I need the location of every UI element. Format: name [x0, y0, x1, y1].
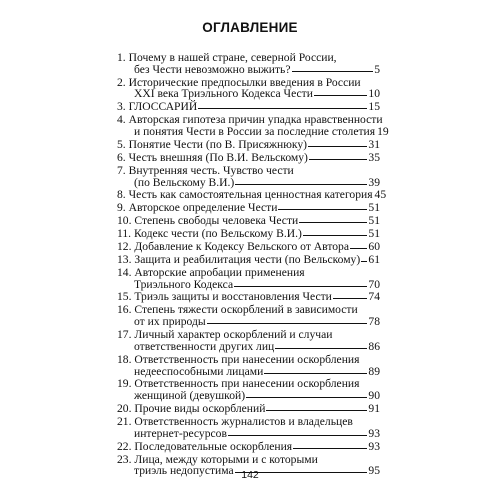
toc-line-text: 9. Авторское определение Чести: [117, 201, 278, 215]
leader-line: [198, 108, 367, 109]
toc-line: [117, 441, 380, 453]
toc-entry: [117, 113, 389, 139]
toc-entry: [117, 416, 380, 440]
toc-line: [117, 416, 380, 428]
leader-line: [207, 323, 368, 324]
toc-line-text: 11. Кодекс чести (по Вельскому В.И.): [117, 227, 302, 241]
toc-entry: [117, 188, 387, 202]
toc-line: [117, 189, 386, 201]
toc-line: [117, 139, 380, 151]
toc-page-number: 78: [368, 315, 380, 329]
toc-entry-text: [117, 241, 380, 253]
toc-line: [117, 341, 380, 353]
toc-page-number: 74: [368, 290, 380, 304]
toc-entry: [117, 403, 380, 415]
toc-entry-text: [117, 416, 380, 440]
toc-line-text: 2. Исторические предпосылки введения в России: [117, 75, 361, 89]
toc-page-number: 90: [368, 389, 380, 403]
toc-line: [117, 279, 380, 291]
toc-line: [117, 126, 389, 138]
toc-line: [117, 241, 380, 253]
toc-line: [117, 254, 380, 266]
toc-entry: [117, 52, 380, 76]
toc-line-text: 8. Честь как самостоятельная ценностная категория: [117, 188, 373, 202]
toc-line: [117, 390, 380, 402]
toc-entry: [117, 101, 380, 113]
toc-line: [117, 428, 380, 440]
toc-entry: [117, 267, 380, 291]
toc-line-text: и понятия Чести в России за последние столетия: [134, 125, 376, 139]
toc-page-number: 39: [368, 175, 380, 189]
toc-entry-text: [117, 403, 380, 415]
toc-entry: [117, 304, 380, 328]
toc-line-text: 12. Добавление к Кодексу Вельского от Автора: [117, 239, 349, 253]
leader-line: [234, 286, 367, 287]
toc-entry-text: [117, 77, 380, 101]
toc-line-text: 5. Понятие Чести (по В. Присяжнюку): [117, 137, 308, 151]
toc-line-text: 19. Ответственность при нанесении оскорбления: [117, 377, 360, 391]
toc-entry: [117, 139, 380, 151]
toc-page-number: 35: [368, 150, 380, 164]
toc-line-text: 1. Почему в нашей стране, северной России,: [117, 51, 337, 64]
toc-page-number: 86: [368, 339, 380, 353]
toc-page-number: 91: [368, 402, 380, 416]
leader-line: [228, 435, 367, 436]
toc-entry: [117, 152, 380, 164]
toc-line: [117, 165, 380, 177]
toc-line: [117, 291, 380, 303]
toc-entry-text: [117, 267, 380, 291]
toc-page-number: 51: [368, 227, 380, 241]
toc-line: [117, 64, 380, 76]
leader-line: [278, 209, 367, 210]
toc-line-text: 22. Последовательные оскорбления: [117, 439, 293, 453]
toc-line-text: от их природы: [134, 315, 206, 329]
toc-line-text: (по Вельскому В.И.): [134, 175, 235, 189]
toc-line-text: интернет-ресурсов: [134, 426, 227, 440]
toc-line: [117, 366, 380, 378]
toc-page-number: 51: [368, 214, 380, 228]
toc-line: [117, 202, 380, 214]
page-title: ОГЛАВЛЕНИЕ: [202, 20, 298, 35]
toc-page-number: 89: [368, 364, 380, 378]
toc-line-text: 10. Степень свободы человека Чести: [117, 214, 299, 228]
toc-line-text: 14. Авторские апробации применения: [117, 265, 305, 279]
page-number: 142: [241, 469, 259, 481]
toc-entry: [117, 254, 380, 266]
toc-entry-text: [117, 101, 380, 113]
toc-line-text: 6. Честь внешняя (По В.И. Вельскому): [117, 150, 308, 164]
toc-line-text: триэль недопустима: [134, 464, 234, 478]
toc-entry: [117, 228, 380, 240]
toc-entry: [117, 215, 380, 227]
toc-line: [117, 101, 380, 113]
toc-entry-text: [117, 165, 380, 189]
toc-page-number: 15: [368, 100, 380, 114]
toc-line: [117, 354, 380, 366]
toc-line-text: XXI века Триэльного Кодекса Чести: [134, 87, 313, 101]
toc-page-number: 61: [368, 252, 380, 266]
toc-entry: [117, 354, 380, 378]
leader-line: [299, 222, 367, 223]
toc-entry-text: [117, 441, 380, 453]
leader-line: [293, 448, 367, 449]
toc-line-text: 17. Личный характер оскорблений и случаи: [117, 328, 333, 342]
toc-page-number: 51: [368, 201, 380, 215]
leader-line: [292, 71, 374, 72]
toc-entry-text: [117, 189, 386, 201]
toc-line-text: ответственности других лиц: [134, 339, 275, 353]
toc-entry: [117, 77, 380, 101]
toc-entry-text: [117, 152, 380, 164]
toc-line-text: 23. Лица, между которыми и с которыми: [117, 452, 318, 466]
toc-entry-text: [117, 354, 380, 378]
toc-line-text: Триэльного Кодекса: [134, 277, 234, 291]
leader-line: [275, 348, 367, 349]
leader-line: [308, 146, 367, 147]
leader-line: [361, 261, 367, 262]
toc-page-number: 93: [368, 439, 380, 453]
toc-page-number: 19: [377, 125, 389, 139]
leader-line: [333, 298, 368, 299]
toc-line-text: без Чести невозможно выжить?: [134, 62, 291, 76]
leader-line: [350, 248, 367, 249]
toc-entry-text: [117, 202, 380, 214]
toc-line: [117, 215, 380, 227]
toc-page-number: 93: [368, 426, 380, 440]
toc-line-text: 21. Ответственность журналистов и владельцев: [117, 414, 353, 428]
toc-entry: [117, 329, 380, 353]
toc-page-number: 31: [368, 137, 380, 151]
toc-page-number: 45: [374, 188, 387, 202]
toc-page-number: 95: [368, 464, 380, 478]
toc-entry-text: [117, 215, 380, 227]
toc-page-number: 70: [368, 277, 380, 291]
toc-line-text: 20. Прочие виды оскорблений: [117, 402, 266, 416]
toc-entry-text: [117, 52, 380, 76]
toc-line: [117, 267, 380, 279]
leader-line: [309, 159, 367, 160]
toc-line: [117, 177, 380, 189]
toc-line: [117, 88, 380, 100]
toc-entry-text: [117, 228, 380, 240]
toc-entry: [117, 241, 380, 253]
toc-entry: [117, 441, 380, 453]
toc-page-number: 10: [368, 87, 380, 101]
toc-line-text: 3. ГЛОССАРИЙ: [117, 100, 198, 114]
toc-line: [117, 228, 380, 240]
toc-line: [117, 403, 380, 415]
toc-entry-text: [117, 378, 380, 402]
leader-line: [264, 373, 367, 374]
toc-line: [117, 316, 380, 328]
toc-entry-text: [117, 114, 389, 138]
leader-line: [266, 410, 367, 411]
toc-line-text: 4. Авторская гипотеза причин упадка нравственности: [117, 113, 383, 127]
toc-line-text: 13. Защита и реабилитация чести (по Вельскому): [117, 252, 361, 266]
toc-page-number: 60: [368, 239, 380, 253]
toc-entry-text: [117, 304, 380, 328]
toc-line-text: 16. Степень тяжести оскорблений в зависимости: [117, 303, 358, 317]
toc-entry: [117, 202, 380, 214]
toc-line-text: 15. Триэль защиты и восстановления Чести: [117, 290, 332, 304]
toc-entry-text: [117, 254, 380, 266]
toc-entry: [117, 165, 380, 189]
leader-line: [246, 397, 367, 398]
toc-entry: [117, 291, 380, 303]
table-of-contents: [117, 51, 389, 478]
toc-entry: [117, 378, 380, 402]
toc-line-text: 7. Внутренняя честь. Чувство чести: [117, 163, 294, 177]
leader-line: [235, 184, 367, 185]
toc-entry-text: [117, 291, 380, 303]
leader-line: [314, 95, 367, 96]
toc-line: [117, 152, 380, 164]
toc-entry-text: [117, 329, 380, 353]
toc-page-number: 5: [374, 62, 380, 76]
toc-line-text: недееспособными лицами: [134, 364, 264, 378]
toc-entry-text: [117, 139, 380, 151]
toc-line-text: женщиной (девушкой): [134, 389, 246, 403]
toc-line-text: 18. Ответственность при нанесении оскорбления: [117, 352, 360, 366]
leader-line: [303, 235, 368, 236]
